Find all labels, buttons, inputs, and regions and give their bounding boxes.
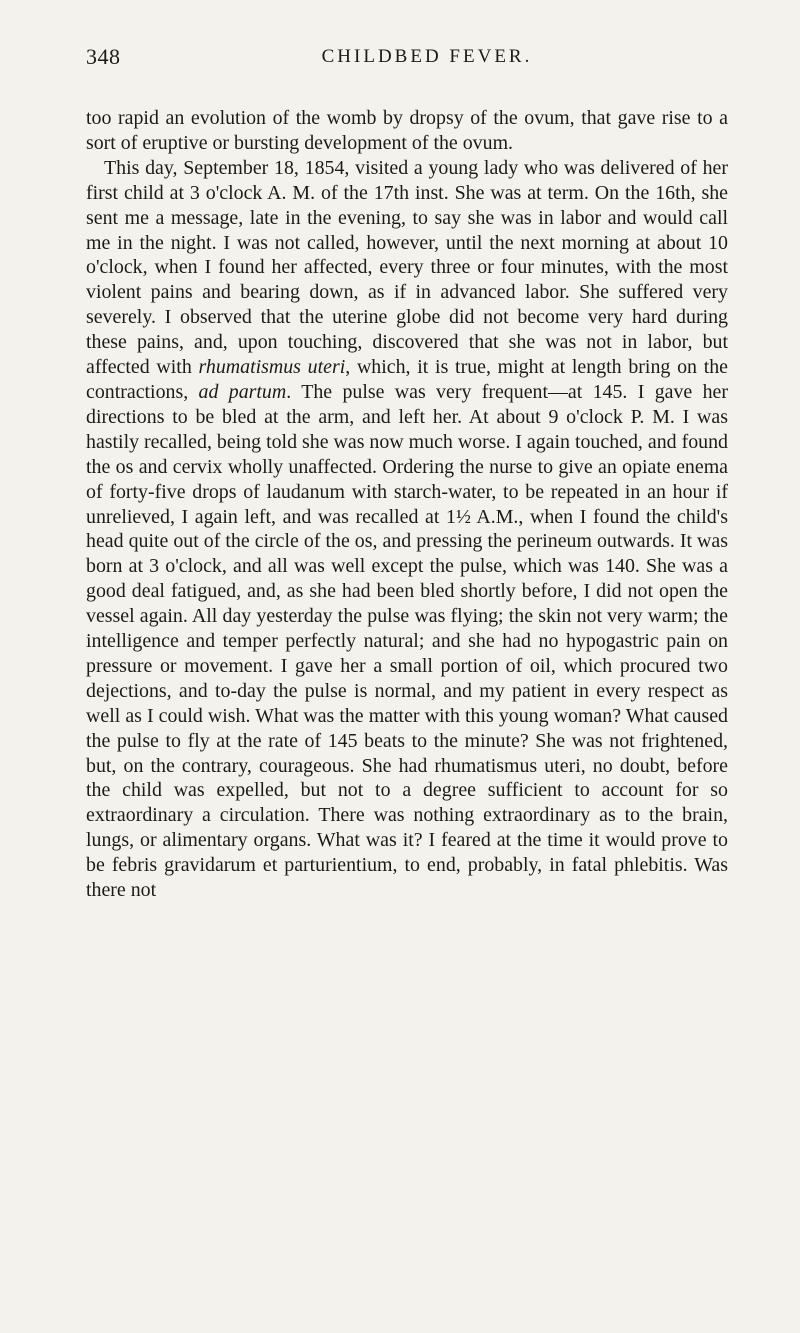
running-head: CHILDBED FEVER.	[321, 46, 533, 67]
text-segment: too rapid an evolution of the womb by dropsy of the ovum, that gave rise to a sort of eruptive or bursting development of the ovum.	[86, 107, 728, 154]
page-header	[86, 44, 728, 82]
italic-term: rhumatismus uteri	[198, 356, 346, 379]
page-number: 348	[86, 44, 121, 69]
text-segment: . The pulse was very frequent—at 145. I gave her directions to be bled at the arm, and left her. At about 9 o'clock P. M. I was hastily recalled, being told she was now much worse. I again touched, and found the os and cervix wholly unaffected. Ordering the nurse to give an opiate enema of forty-five drops of laudanum with starch-water, to be repeated in an hour if unrelieved, I again left, and was recalled at 1½ A.M., when I found the child's head quite out of the circle of the os, and pressing the perineum outwards. It was born at 3 o'clock, and all was well except the pulse, which was 140. She was a good deal fatigued, and, as she had been bled shortly before, I did not open the vessel again. All day yesterday the pulse was flying; the skin not very warm; the intelligence and temper perfectly natural; and she had no hypogastric pain on pressure or movement. I gave her a small portion of oil, which procured two dejections, and to-day the pulse is normal, and my patient in every respect as well as I could wish. What was the matter with this young woman? What caused the pulse to fly at the rate of 145 beats to the minute? She was not frightened, but, on the contrary, courageous. She had rhumatismus uteri, no doubt, before the child was expelled, but not to a degree sufficient to account for so extraordinary a circulation. There was nothing extraordinary as to the brain, lungs, or alimentary organs. What was it? I feared at the time it would prove to be febris gravidarum et parturientium, to end, probably, in fatal phlebitis. Was there not	[86, 380, 728, 902]
text-segment: This day, September 18, 1854, visited a young lady who was delivered of her first child at 3 o'clock A. M. of the 17th inst. She was at term. On the 16th, she sent me a message, late in the evening, to say she was in labor and would call me in the night. I was not called, however, until the next morning at about 10 o'clock, when I found her affected, every three or four minutes, with the most violent pains and bearing down, as if in advanced labor. She suffered very severely. I observed that the uterine globe did not become very hard during these pains, and, upon touching, discovered that she was not in labor, but affected with	[86, 156, 728, 379]
text-segment: , which, it is true, might at length bring on the contractions,	[86, 356, 728, 403]
paragraph	[86, 106, 728, 156]
body-text	[86, 106, 728, 903]
italic-term: ad partum	[198, 380, 287, 403]
paragraph	[86, 156, 728, 903]
